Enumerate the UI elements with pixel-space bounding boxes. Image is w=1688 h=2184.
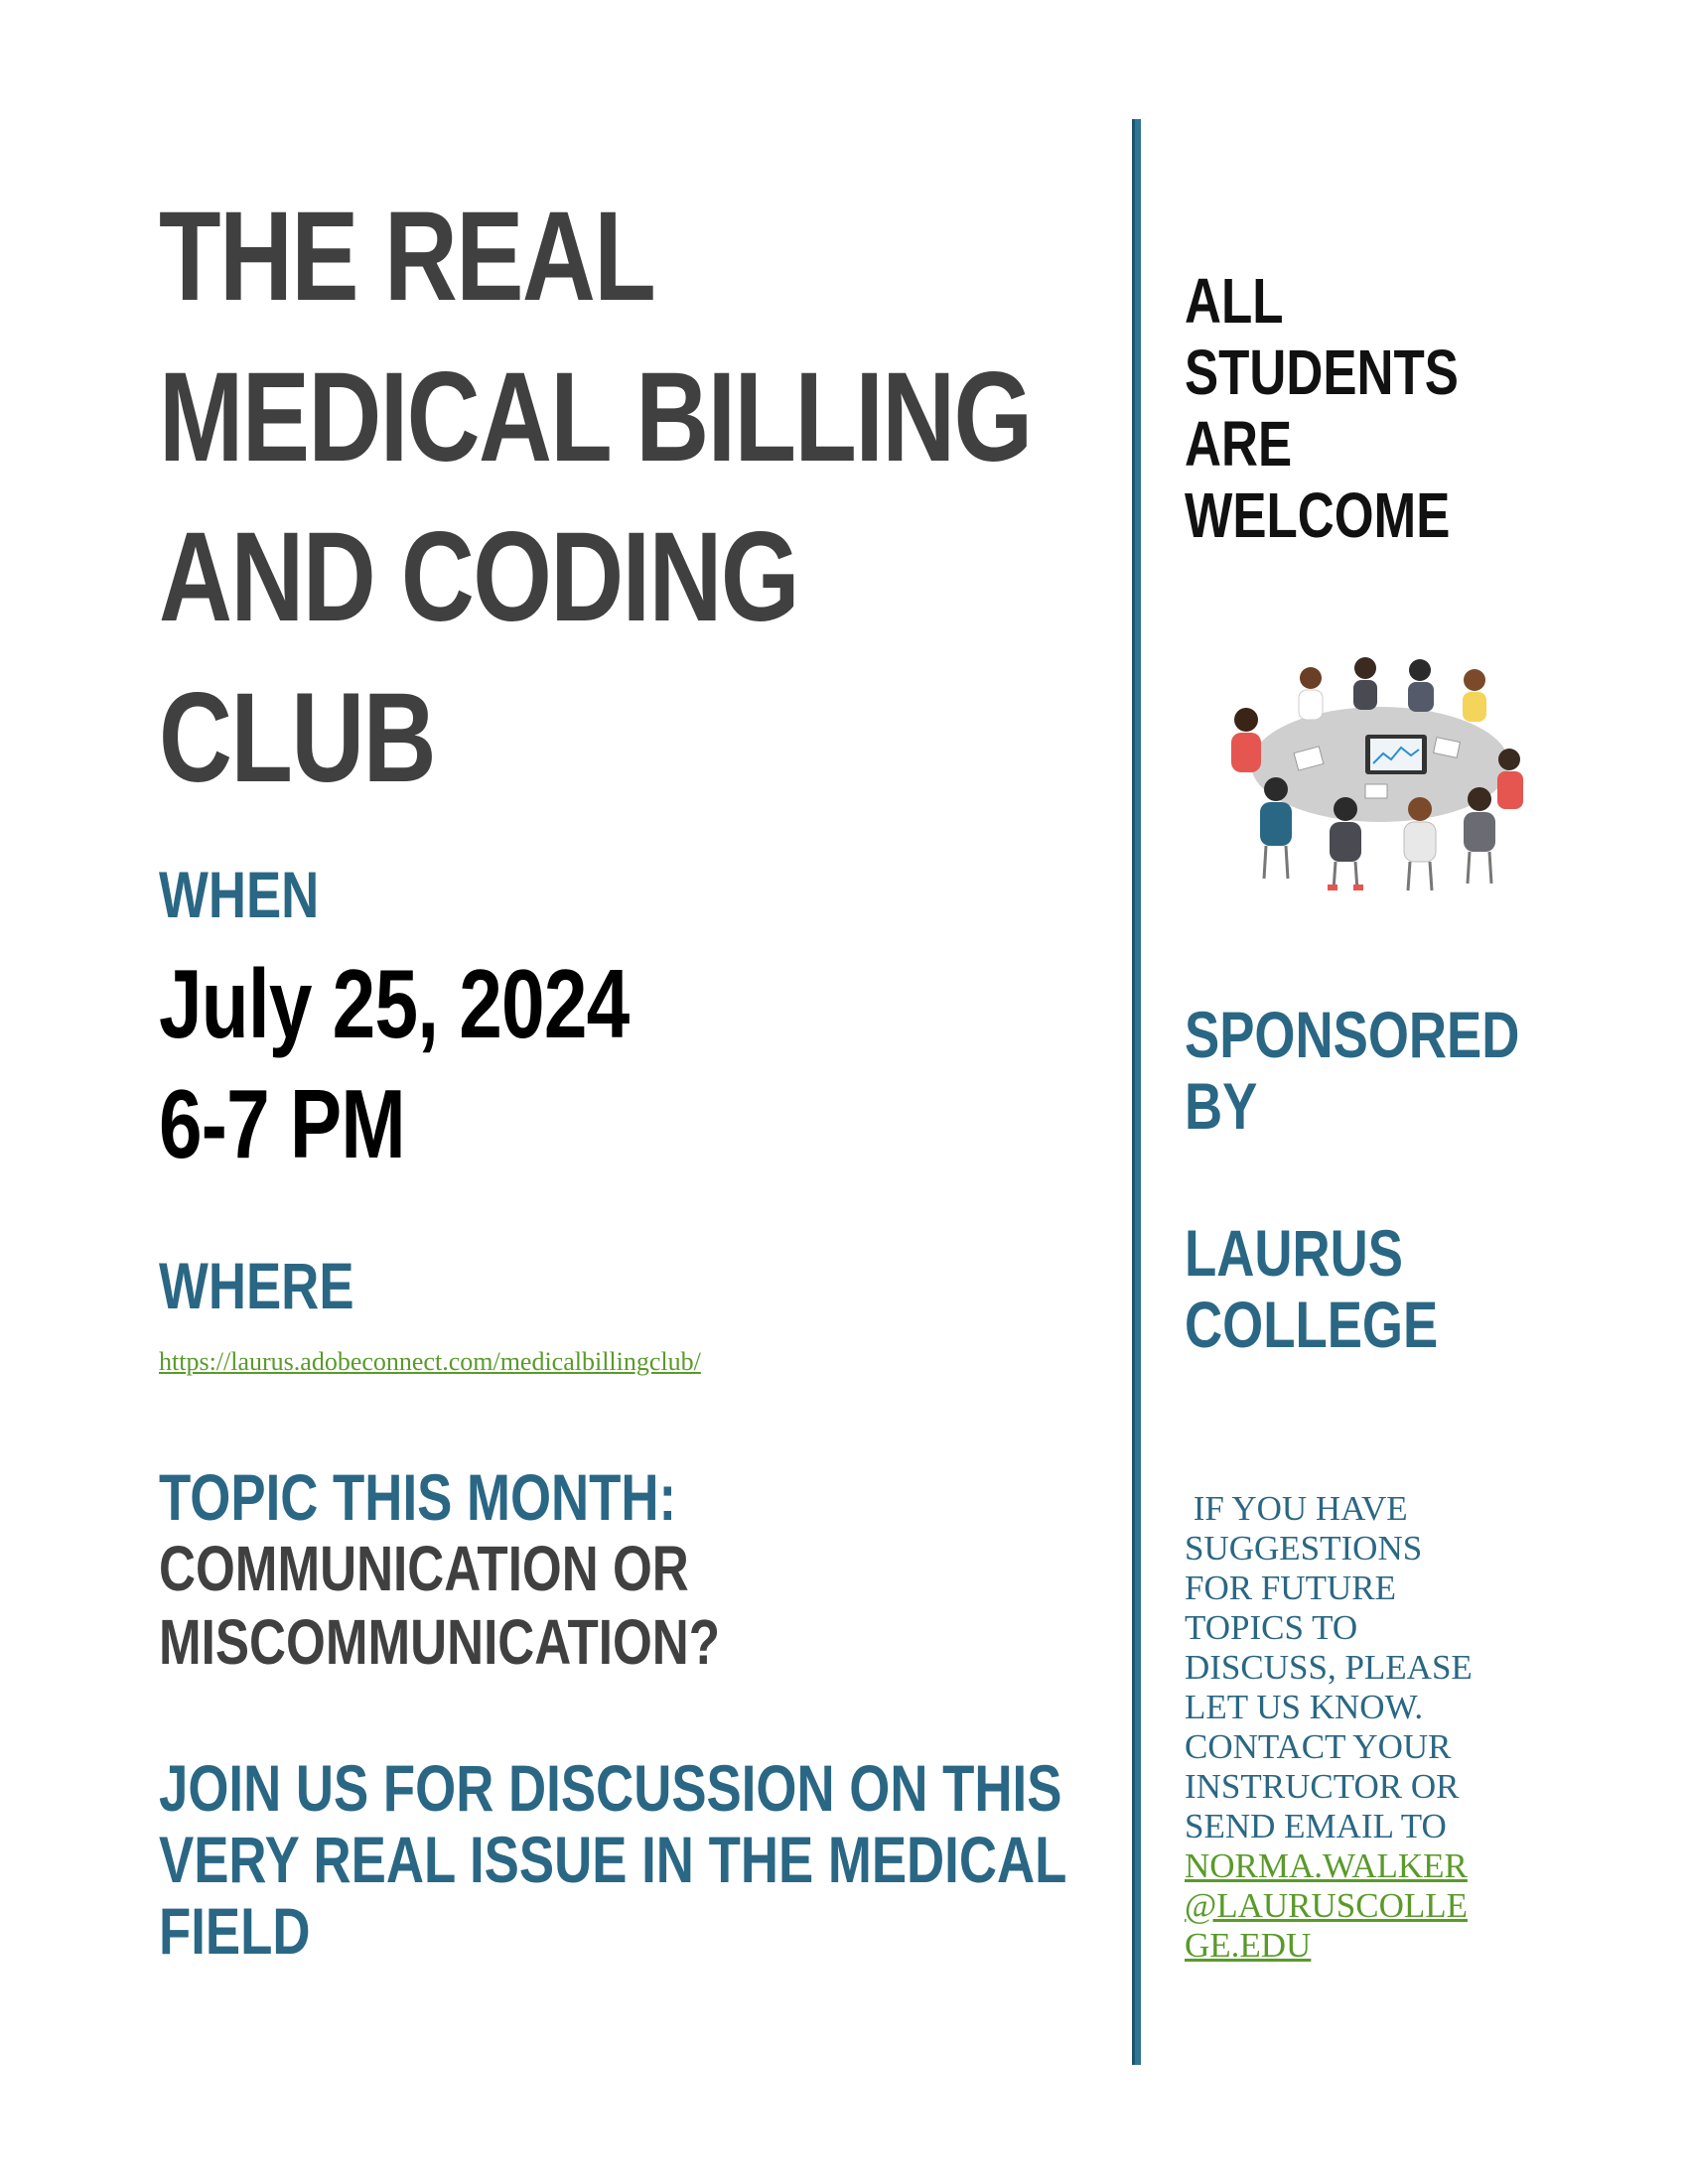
title-line-3: AND CODING: [159, 506, 798, 648]
where-label: WHERE: [159, 1249, 354, 1322]
college-line-2: COLLEGE: [1185, 1288, 1439, 1361]
join-line-1: JOIN US FOR DISCUSSION ON THIS: [159, 1751, 1062, 1825]
sponsored-line-1: SPONSORED: [1185, 998, 1520, 1071]
welcome-line-1: ALL: [1185, 265, 1284, 337]
suggestion-line-5: DISCUSS, PLEASE: [1185, 1648, 1473, 1687]
join-line-2: VERY REAL ISSUE IN THE MEDICAL: [159, 1823, 1067, 1896]
event-date: July 25, 2024: [159, 949, 630, 1058]
sponsored-line-2: BY: [1185, 1069, 1258, 1143]
email-line-3: GE.EDU: [1185, 1926, 1312, 1965]
welcome-line-3: ARE: [1185, 408, 1293, 479]
email-line-2: @LAURUSCOLLE: [1185, 1886, 1469, 1925]
suggestion-line-9: SEND EMAIL TO: [1185, 1807, 1447, 1845]
people-meeting-around-table-illustration: [1216, 640, 1534, 898]
suggestion-line-6: LET US KNOW.: [1185, 1688, 1424, 1726]
join-line-3: FIELD: [159, 1894, 311, 1968]
topic-line-2: MISCOMMUNICATION?: [159, 1606, 721, 1678]
event-time: 6-7 PM: [159, 1069, 405, 1178]
suggestion-line-2: SUGGESTIONS: [1185, 1529, 1423, 1568]
suggestion-line-4: TOPICS TO: [1185, 1608, 1358, 1647]
title-line-1: THE REAL: [159, 186, 655, 328]
title-line-2: MEDICAL BILLING: [159, 346, 1032, 488]
suggestion-line-1: IF YOU HAVE: [1185, 1489, 1408, 1528]
welcome-line-4: WELCOME: [1185, 479, 1451, 551]
welcome-line-2: STUDENTS: [1185, 337, 1459, 408]
vertical-divider: [1132, 119, 1141, 2065]
suggestion-line-3: FOR FUTURE: [1185, 1569, 1396, 1607]
college-line-1: LAURUS: [1185, 1216, 1403, 1290]
email-link[interactable]: [1185, 1846, 1512, 1966]
topic-line-1: COMMUNICATION OR: [159, 1533, 689, 1604]
suggestion-line-8: INSTRUCTOR OR: [1185, 1767, 1460, 1806]
meeting-link[interactable]: https://laurus.adobeconnect.com/medicalbillingclub/: [159, 1347, 701, 1376]
when-label: WHEN: [159, 858, 320, 931]
suggestion-line-7: CONTACT YOUR: [1185, 1727, 1452, 1766]
topic-label: TOPIC THIS MONTH:: [159, 1460, 677, 1534]
suggestions-text: [1185, 1489, 1512, 1966]
email-line-1: NORMA.WALKER: [1185, 1846, 1468, 1885]
title-line-4: CLUB: [159, 667, 435, 809]
